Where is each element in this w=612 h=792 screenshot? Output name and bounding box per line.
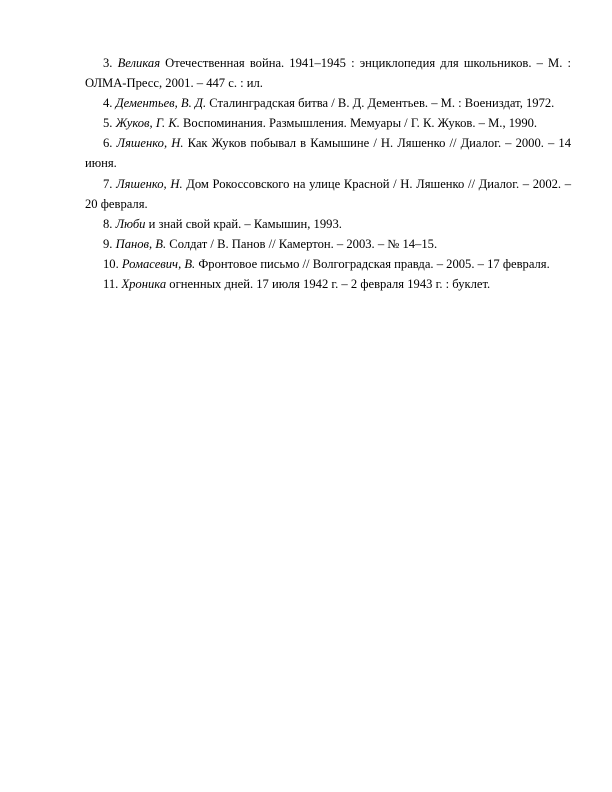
reference-number: 9. [103,236,116,251]
reference-number: 11. [103,277,122,292]
reference-details: и знай свой край. – Камышин, 1993. [145,216,342,231]
reference-details: Сталинградская битва / В. Д. Дементьев. – М. : Воениздат, 1972. [206,96,555,111]
reference-details: Фронтовое письмо // Волгоградская правда. – 2005. – 17 февраля. [195,256,550,271]
reference-item-4 [85,93,571,113]
reference-details: огненных дней. 17 июля 1942 г. – 2 февраля 1943 г. : буклет. [166,277,491,292]
reference-number: 5. [103,116,116,131]
reference-item-10 [85,254,571,274]
reference-item-8 [85,214,571,234]
reference-author: Ромасевич, В. [121,256,196,271]
reference-number: 8. [103,216,116,231]
reference-author: Жуков, Г. К. [115,116,180,131]
reference-author: Великая [117,56,161,70]
reference-number: 7. [103,176,117,191]
reference-author: Хроника [121,277,167,292]
reference-number: 10. [103,256,122,271]
reference-item-11 [85,274,571,294]
reference-details: Воспоминания. Размышления. Мемуары / Г. К. Жуков. – М., 1990. [179,116,538,131]
reference-number: 4. [103,96,116,111]
reference-details: Как Жуков побывал в Камышине / Н. Ляшенко // Диалог. – 2000. – 14 июня. [85,136,571,171]
reference-author: Ляшенко, Н. [116,136,184,151]
reference-author: Дементьев, В. Д. [115,96,207,111]
reference-number: 3. [103,56,118,70]
reference-item-6 [85,133,571,173]
reference-item-7 [85,174,571,214]
reference-item-5 [85,113,571,133]
reference-author: Ляшенко, Н. [116,176,183,191]
reference-number: 6. [103,136,117,151]
reference-author: Панов, В. [115,236,167,251]
reference-item-3 [85,53,571,93]
reference-list [85,53,571,294]
reference-author: Люби [115,216,146,231]
reference-details: Солдат / В. Панов // Камертон. – 2003. – № 14–15. [166,236,438,251]
reference-details: Отечественная война. 1941–1945 : энциклопедия для школьников. – М. : ОЛМА-Пресс, 2001. – 447 с. : ил. [85,56,571,91]
reference-item-9 [85,234,571,254]
reference-details: Дом Рокоссовского на улице Красной / Н. Ляшенко // Диалог. – 2002. – 20 февраля. [85,176,572,211]
